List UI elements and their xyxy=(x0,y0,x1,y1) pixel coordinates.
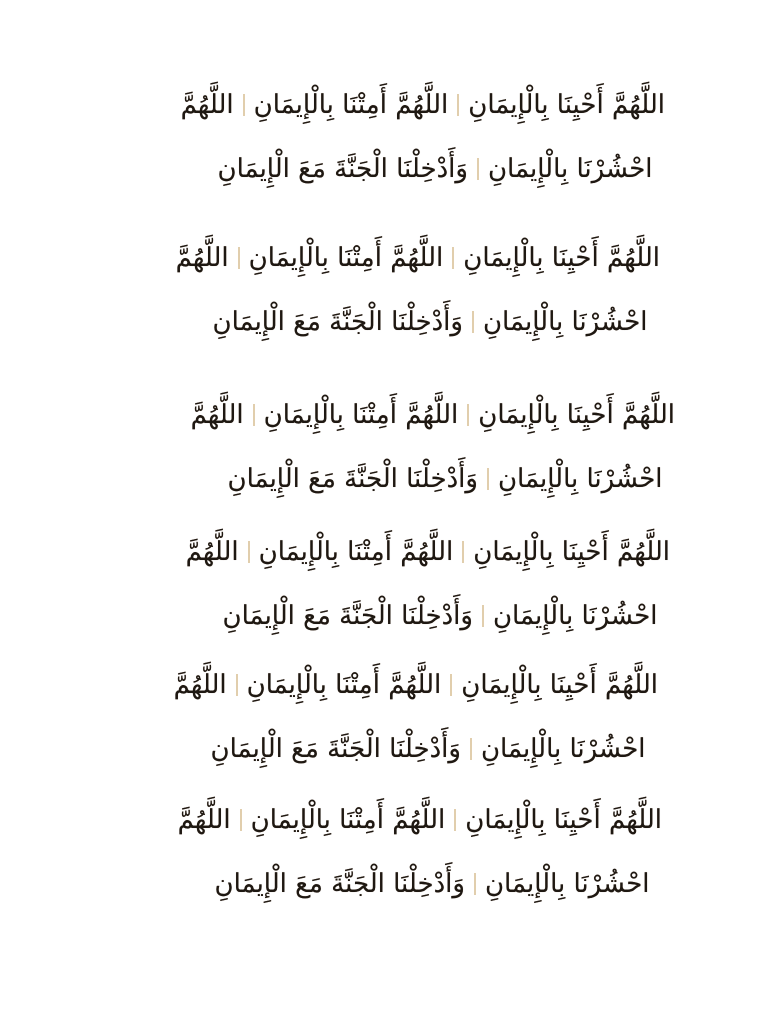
phrase: وَأَدْخِلْنَا الْجَنَّةَ مَعَ الْإِيمَانِ xyxy=(222,601,473,631)
phrase: احْشُرْنَا بِالْإِيمَانِ xyxy=(487,154,653,184)
prayer-line-1 xyxy=(165,85,665,125)
phrase: وَأَدْخِلْنَا الْجَنَّةَ مَعَ الْإِيمَانِ xyxy=(217,154,468,184)
prayer-line-2 xyxy=(175,459,675,499)
prayer-line-1 xyxy=(175,395,675,435)
phrase: اللَّهُمَّ xyxy=(175,243,229,273)
separator-mark xyxy=(482,605,484,627)
separator-mark xyxy=(450,674,452,696)
separator-mark xyxy=(238,247,240,269)
phrase: اللَّهُمَّ xyxy=(177,805,231,835)
prayer-block-5 xyxy=(158,665,658,769)
phrase: احْشُرْنَا بِالْإِيمَانِ xyxy=(482,307,648,337)
prayer-line-2 xyxy=(162,864,662,904)
phrase: وَأَدْخِلْنَا الْجَنَّةَ مَعَ الْإِيمَانِ xyxy=(210,734,461,764)
phrase: احْشُرْنَا بِالْإِيمَانِ xyxy=(497,464,663,494)
phrase: اللَّهُمَّ xyxy=(173,670,227,700)
separator-mark xyxy=(467,404,469,426)
phrase: اللَّهُمَّ أَحْيِنَا بِالْإِيمَانِ xyxy=(468,90,665,120)
separator-mark xyxy=(462,541,464,563)
separator-mark xyxy=(452,247,454,269)
separator-mark xyxy=(457,94,459,116)
phrase: اللَّهُمَّ أَمِتْنَا بِالْإِيمَانِ xyxy=(258,537,454,567)
prayer-line-1 xyxy=(170,532,670,572)
separator-mark xyxy=(236,674,238,696)
prayer-block-1 xyxy=(165,85,665,189)
separator-mark xyxy=(240,809,242,831)
prayer-line-2 xyxy=(160,302,660,342)
phrase: اللَّهُمَّ أَحْيِنَا بِالْإِيمَانِ xyxy=(463,243,660,273)
prayer-block-3 xyxy=(175,395,675,499)
phrase: احْشُرْنَا بِالْإِيمَانِ xyxy=(484,869,650,899)
prayer-line-1 xyxy=(158,665,658,705)
phrase: اللَّهُمَّ أَحْيِنَا بِالْإِيمَانِ xyxy=(473,537,670,567)
phrase: احْشُرْنَا بِالْإِيمَانِ xyxy=(480,734,646,764)
phrase: اللَّهُمَّ أَمِتْنَا بِالْإِيمَانِ xyxy=(253,90,449,120)
separator-mark xyxy=(253,404,255,426)
phrase: وَأَدْخِلْنَا الْجَنَّةَ مَعَ الْإِيمَانِ xyxy=(214,869,465,899)
prayer-line-2 xyxy=(158,729,658,769)
prayer-line-1 xyxy=(162,800,662,840)
phrase: وَأَدْخِلْنَا الْجَنَّةَ مَعَ الْإِيمَانِ xyxy=(227,464,478,494)
separator-mark xyxy=(477,158,479,180)
prayer-block-2 xyxy=(160,238,660,342)
phrase: احْشُرْنَا بِالْإِيمَانِ xyxy=(492,601,658,631)
phrase: اللَّهُمَّ أَمِتْنَا بِالْإِيمَانِ xyxy=(263,400,459,430)
separator-mark xyxy=(470,738,472,760)
separator-mark xyxy=(248,541,250,563)
prayer-line-2 xyxy=(170,596,670,636)
phrase: اللَّهُمَّ xyxy=(180,90,234,120)
phrase: اللَّهُمَّ أَحْيِنَا بِالْإِيمَانِ xyxy=(478,400,675,430)
prayer-line-2 xyxy=(165,149,665,189)
phrase: اللَّهُمَّ أَحْيِنَا بِالْإِيمَانِ xyxy=(461,670,658,700)
separator-mark xyxy=(454,809,456,831)
separator-mark xyxy=(472,311,474,333)
phrase: وَأَدْخِلْنَا الْجَنَّةَ مَعَ الْإِيمَانِ xyxy=(212,307,463,337)
separator-mark xyxy=(474,873,476,895)
phrase: اللَّهُمَّ أَمِتْنَا بِالْإِيمَانِ xyxy=(246,670,442,700)
phrase: اللَّهُمَّ أَحْيِنَا بِالْإِيمَانِ xyxy=(465,805,662,835)
separator-mark xyxy=(243,94,245,116)
phrase: اللَّهُمَّ أَمِتْنَا بِالْإِيمَانِ xyxy=(250,805,446,835)
prayer-line-1 xyxy=(160,238,660,278)
prayer-block-4 xyxy=(170,532,670,636)
separator-mark xyxy=(487,468,489,490)
prayer-block-6 xyxy=(162,800,662,904)
phrase: اللَّهُمَّ xyxy=(190,400,244,430)
phrase: اللَّهُمَّ xyxy=(185,537,239,567)
phrase: اللَّهُمَّ أَمِتْنَا بِالْإِيمَانِ xyxy=(248,243,444,273)
